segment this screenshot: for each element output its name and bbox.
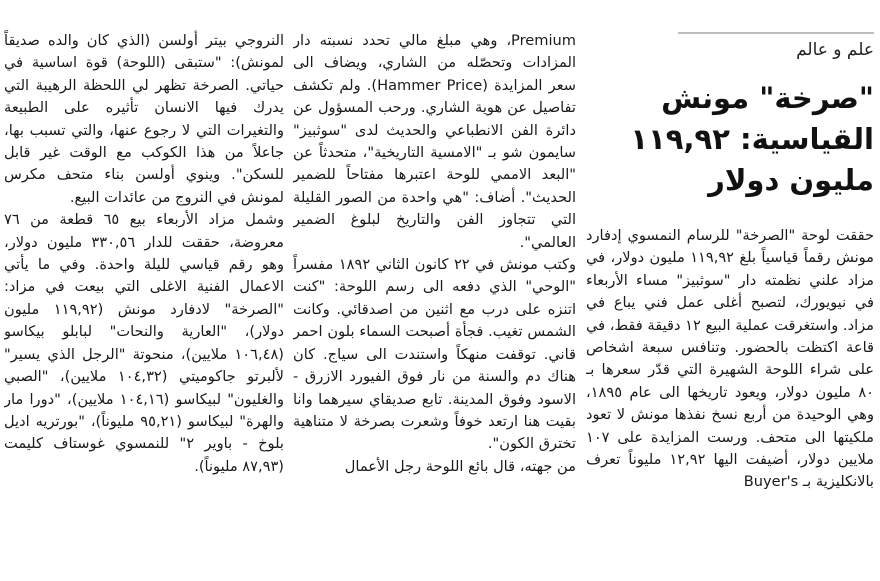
- paragraph: Premium، وهي مبلغ مالي تحدد نسبته دار المزادات وتحصّله من الشاري، ويضاف الى سعر المزايدة (Hammer Price). ولم تكشف تفاصيل عن هوية الشاري. ورحب المسؤول عن دائرة الفن الانطباعي والحديث لدى "سوثبيز" سايمون شو بـ "الامسية التاريخية"، متحدثاً عن "البعد الاممي للوحة اعتبرها مفتاحاً للضمير الحديث". أضاف: "هي واحدة من الصور القليلة التي تتجاوز الفن والتاريخ لبلوغ الضمير العالمي".: [293, 32, 576, 251]
- paragraph: النروجي بيتر أولسن (الذي كان والده صديقاً لمونش): "ستبقى (اللوحة) قوة اساسية في حياتي. الصرخة تظهر لي اللحظة الرهيبة التي يدرك فيها الانسان تأثيره على الطبيعة والتغيرات التي لا رجوع عنها، والتي تسبب بها، جاعلاً من هذا الكوكب مع الوقت غير قابل للسكن". وينوي أولسن بناء متحف مكرس لمونش في النروج من عائدات البيع.: [4, 32, 284, 206]
- article-column-left: [4, 30, 284, 581]
- section-label: علم و عالم: [678, 32, 874, 60]
- paragraph: من جهته، قال بائع اللوحة رجل الأعمال: [344, 457, 576, 475]
- paragraph: وكتب مونش في ٢٢ كانون الثاني ١٨٩٢ مفسراً "الوحي" الذي دفعه الى رسم اللوحة: "كنت اتنزه على درب مع اثنين من اصدقائي. وكانت الشمس تغيب. فجأة أصبحت السماء بلون احمر قاني. توقفت منهكاً واستندت الى سياج. كان هناك دم والسنة من نار فوق الفيورد الازرق - الاسود وفوق المدينة. تابع صديقاي سيرهما وانا بقيت هنا ارتعد خوفاً وشعرت بصرخة لا متناهية تخترق الكون".: [293, 256, 576, 453]
- article-headline: "صرخة" مونش القياسية: ١١٩,٩٢ مليون دولار: [630, 81, 874, 197]
- article-column-middle: [293, 30, 576, 581]
- article-column-right: [586, 0, 874, 581]
- paragraph: حققت لوحة "الصرخة" للرسام النمسوي إدفارد مونش رقماً قياسياً بلغ ١١٩,٩٢ مليون دولار، في مزاد علني نظمته دار "سوثبيز" مساء الأربعاء في نيويورك، لتصبح أغلى عمل فني يباع في مزاد. واستغرقت عملية البيع ١٢ دقيقة فقط، في قاعة اكتظت بالحضور. وتنافس سبعة اشخاص على شراء اللوحة الشهيرة التي قدّر سعرها بـ ٨٠ مليون دولار، ويعود تاريخها الى عام ١٨٩٥، وهي الوحيدة من أربع نسخ نفذها مونش لا تعود ملكيتها الى متحف. ورست المزايدة على ١٠٧ ملايين دولار، أضيفت اليها ١٢,٩٢ مليوناً تعرف بالانكليزية بـ Buyer's: [586, 227, 874, 491]
- paragraph: وشمل مزاد الأربعاء بيع ٦٥ قطعة من ٧٦ معروضة، حققت للدار ٣٣٠,٥٦ مليون دولار، وهو رقم قياسي لليلة واحدة. وفي ما يأتي الاعمال الفنية الاغلى التي بيعت في مزاد: "الصرخة" لادفارد مونش (١١٩,٩٢ مليون دولار)، "العارية والنحات" لبابلو بيكاسو (١٠٦,٤٨ ملايين)، منحوتة "الرجل الذي يسير" لألبرتو جاكوميتي (١٠٤,٣٢ ملايين)، "الصبي والغليون" لبيكاسو (١٠٤,١٦ ملايين)، "دورا مار والهرة" لبيكاسو (٩٥,٢١ مليوناً)، "بورتريه اديل بلوخ - باوير ٢" للنمسوي غوستاف كليمت (٨٧,٩٣ مليوناً).: [4, 211, 284, 475]
